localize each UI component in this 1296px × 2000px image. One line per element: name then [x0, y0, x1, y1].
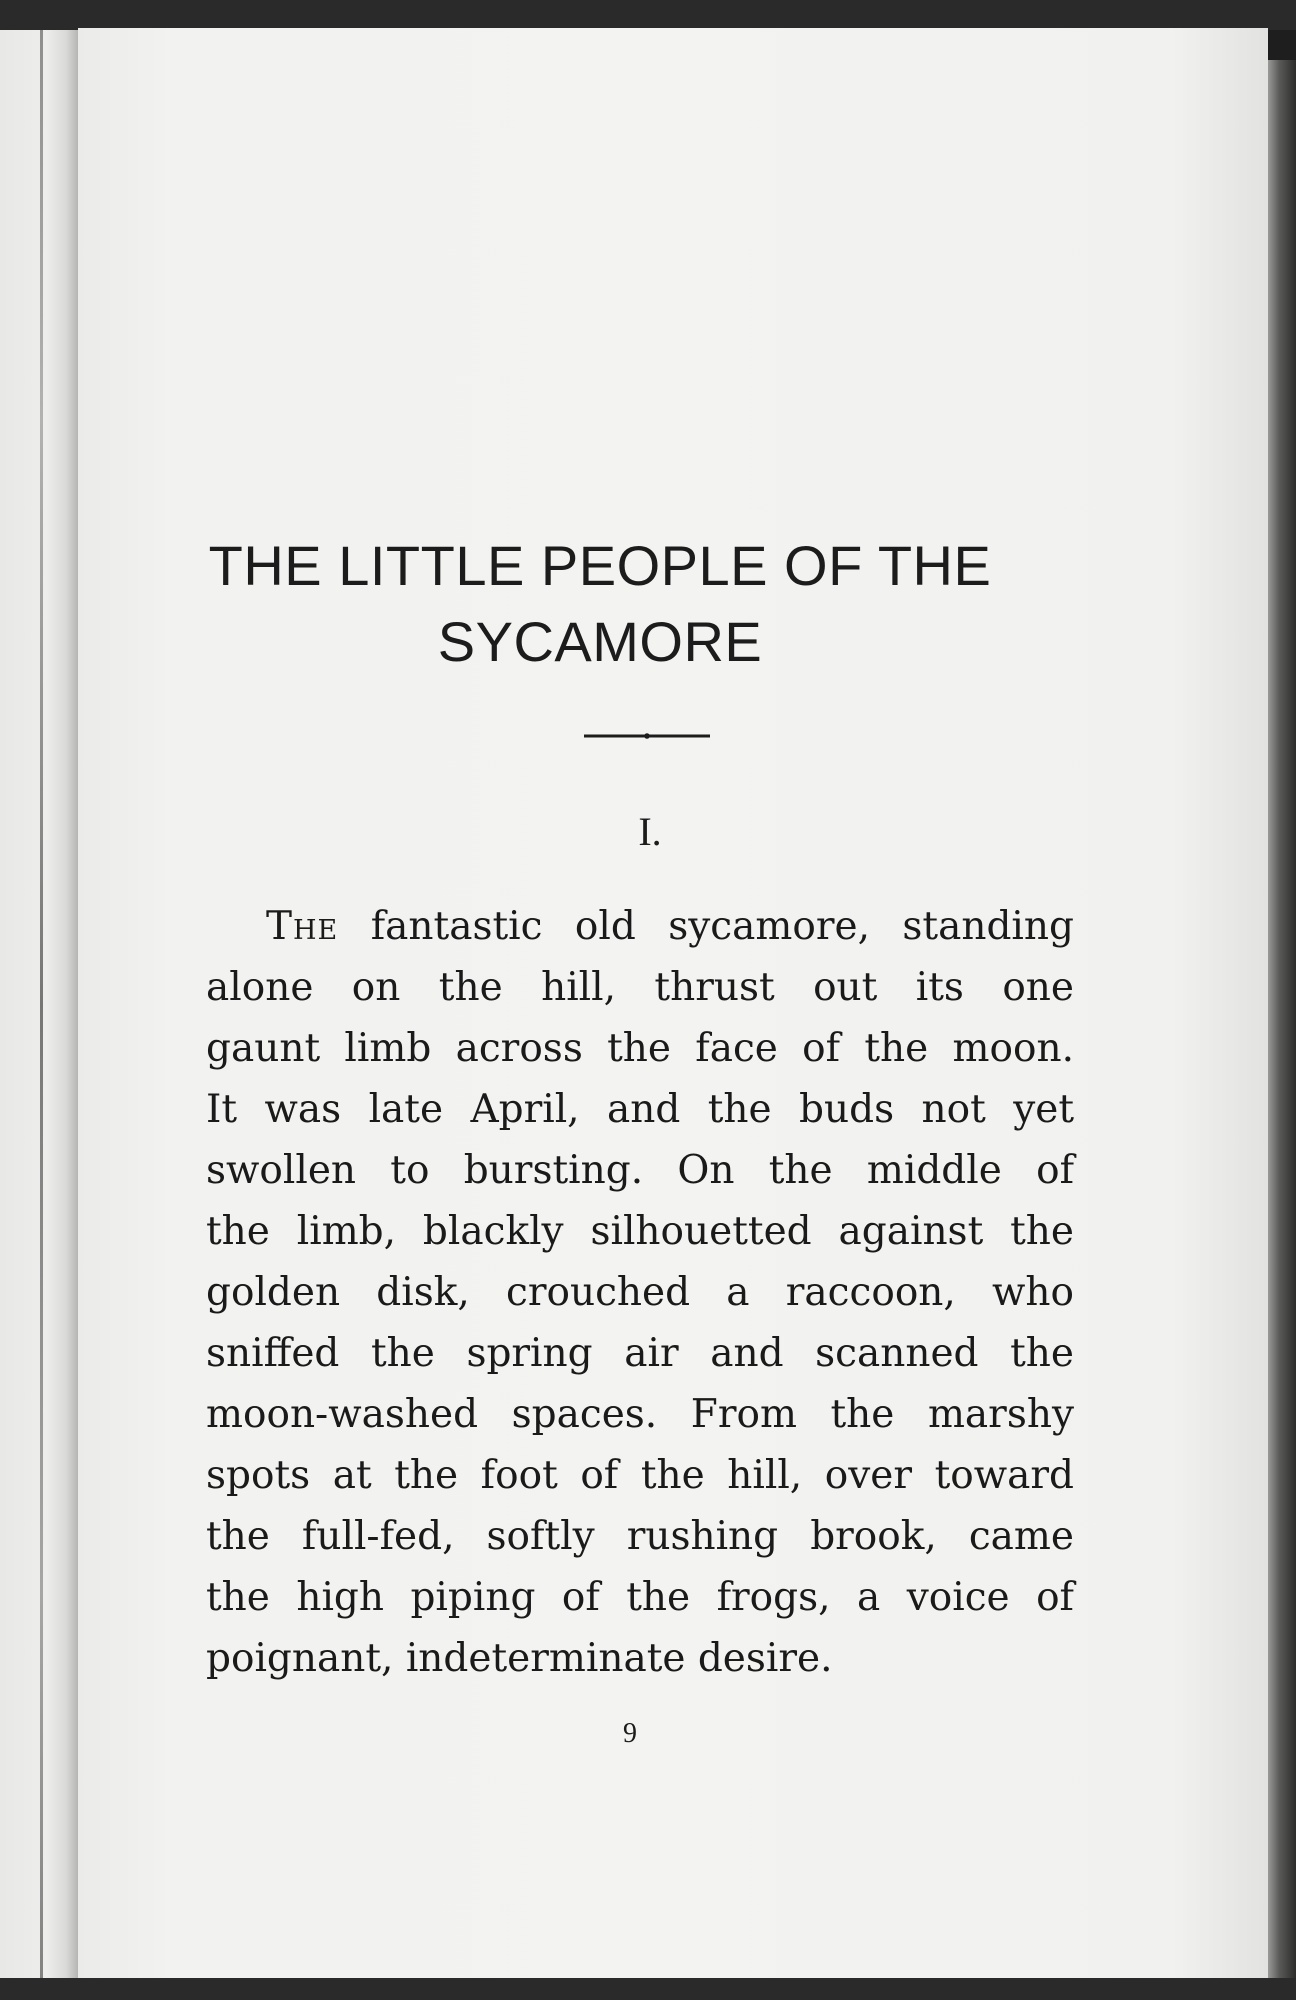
- paragraph-line: It was late April, and the buds not yet: [206, 1087, 1074, 1132]
- chapter-title-line-2: SYCAMORE: [437, 610, 763, 673]
- page-number: 9: [623, 1718, 637, 1749]
- page-block-edge: [1268, 60, 1296, 1980]
- rule-with-dot-icon: [584, 733, 710, 739]
- paragraph-line: spots at the foot of the hill, over toward: [206, 1453, 1074, 1498]
- scanner-bed-top: [0, 0, 1296, 30]
- paragraph-line: golden disk, crouched a raccoon, who: [206, 1270, 1074, 1315]
- paragraph-line: sniffed the spring air and scanned the: [206, 1331, 1074, 1376]
- paragraph-line: gaunt limb across the face of the moon.: [206, 1026, 1074, 1071]
- paragraph-line: swollen to bursting. On the middle of: [206, 1148, 1074, 1193]
- scanner-bed-bottom: [0, 1978, 1296, 2000]
- paragraph-line: The fantastic old sycamore, standing: [266, 904, 1074, 949]
- body-paragraph: [206, 896, 1074, 1689]
- paragraph-line: the full-fed, softly rushing brook, came: [206, 1514, 1074, 1559]
- paragraph-line: the limb, blackly silhouetted against the: [206, 1209, 1074, 1254]
- paragraph-line: moon-washed spaces. From the marshy: [206, 1392, 1074, 1437]
- paragraph-line: the high piping of the frogs, a voice of: [206, 1575, 1074, 1620]
- paragraph-line: poignant, indeterminate desire.: [206, 1636, 833, 1681]
- lead-word: The: [266, 904, 339, 949]
- facing-page-edge: [0, 30, 78, 1980]
- chapter-title-line-1: THE LITTLE PEOPLE OF THE: [208, 534, 992, 597]
- paragraph-line: alone on the hill, thrust out its one: [206, 965, 1074, 1010]
- chapter-title: [100, 528, 1100, 680]
- chapter-numeral: I.: [638, 809, 662, 854]
